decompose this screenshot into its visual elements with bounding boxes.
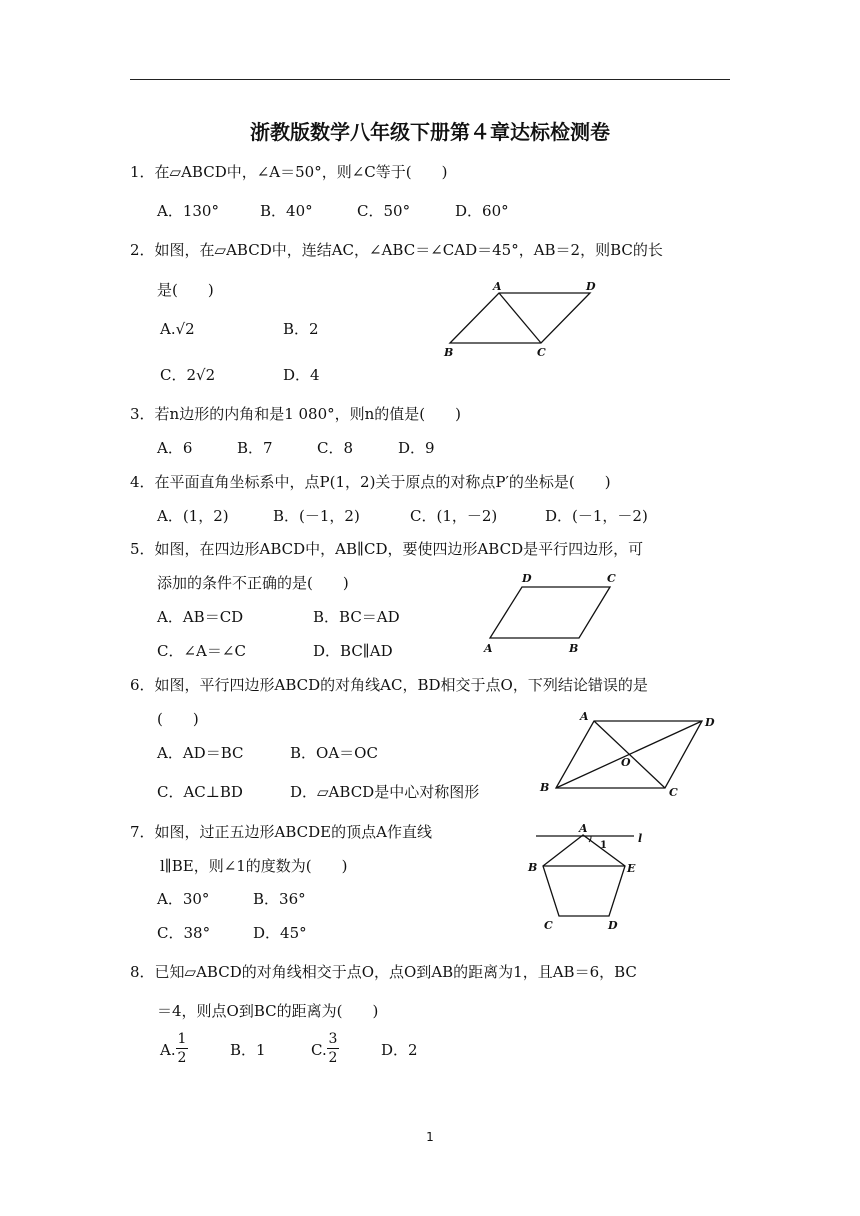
q6-label-d: D: [705, 716, 715, 729]
page-number: 1: [426, 1130, 434, 1144]
q8-option-a-denominator: 2: [177, 1050, 187, 1066]
header-rule: [130, 79, 730, 80]
q7-option-b: B．36°: [253, 890, 306, 908]
q8-option-c-fraction: [327, 1031, 339, 1066]
q7-stem: 7．如图，过正五边形ABCDE的顶点A作直线: [130, 823, 432, 841]
q3-option-b: B．7: [237, 439, 273, 457]
q8-option-c-numerator: 3: [328, 1031, 338, 1047]
q7-label-b: B: [528, 861, 538, 874]
q7-pentagon-figure: [520, 820, 660, 935]
q5-option-d: D．BC∥AD: [313, 642, 393, 660]
q8-stem: 8．已知▱ABCD的对角线相交于点O，点O到AB的距离为1，且AB＝6，BC: [130, 963, 637, 981]
q3-option-a: A．6: [157, 439, 193, 457]
q7-label-d: D: [608, 919, 618, 932]
q7-label-c: C: [544, 919, 553, 932]
q7-label-e: E: [627, 862, 636, 875]
q2-label-c: C: [537, 346, 546, 359]
q4-option-b: B．(－1，2): [273, 507, 360, 525]
q8-option-d: D．2: [381, 1041, 418, 1059]
q5-label-c: C: [607, 572, 616, 585]
q7-stem-continued: l∥BE，则∠1的度数为( ): [160, 857, 348, 875]
q2-label-b: B: [444, 346, 454, 359]
q4-stem: 4．在平面直角坐标系中，点P(1，2)关于原点的对称点P′的坐标是( ): [130, 473, 611, 491]
q5-stem-continued: 添加的条件不正确的是( ): [157, 574, 349, 592]
q1-option-a: A．130°: [157, 202, 219, 220]
q3-option-d: D．9: [398, 439, 435, 457]
q5-stem: 5．如图，在四边形ABCD中，AB∥CD，要使四边形ABCD是平行四边形，可: [130, 540, 644, 558]
q6-option-b: B．OA＝OC: [290, 744, 378, 762]
q2-option-c: C．2√2: [160, 366, 216, 384]
q3-option-c: C．8: [317, 439, 354, 457]
q2-option-d: D．4: [283, 366, 320, 384]
q4-option-d: D．(－1，－2): [545, 507, 648, 525]
q6-stem: 6．如图，平行四边形ABCD的对角线AC，BD相交于点O，下列结论错误的是: [130, 676, 648, 694]
q5-label-d: D: [522, 572, 532, 585]
page-title: 浙教版数学八年级下册第４章达标检测卷: [250, 120, 610, 144]
q2-option-b: B．2: [283, 320, 319, 338]
q8-option-a-numerator: 1: [177, 1031, 187, 1047]
q6-parallelogram-figure: [537, 708, 727, 803]
q6-option-a: A．AD＝BC: [157, 744, 244, 762]
q5-label-a: A: [484, 642, 493, 655]
q1-option-c: C．50°: [357, 202, 411, 220]
q7-option-a: A．30°: [157, 890, 210, 908]
q5-label-b: B: [569, 642, 579, 655]
q8-option-c-prefix: C.: [311, 1041, 327, 1059]
q6-stem-continued: ( ): [157, 710, 199, 728]
q2-stem-continued: 是( ): [157, 281, 214, 299]
q7-label-l: l: [638, 832, 643, 845]
q2-stem: 2．如图，在▱ABCD中，连结AC，∠ABC＝∠CAD＝45°，AB＝2，则BC的长: [130, 241, 663, 259]
q8-option-c-denominator: 2: [328, 1050, 338, 1066]
q3-stem: 3．若n边形的内角和是1 080°，则n的值是( ): [130, 405, 462, 423]
q7-option-c: C．38°: [157, 924, 211, 942]
q6-option-d: D．▱ABCD是中心对称图形: [290, 783, 480, 801]
q2-option-a: A.√2: [160, 320, 195, 338]
q8-stem-continued: ＝4，则点O到BC的距离为( ): [157, 1002, 379, 1020]
q7-option-d: D．45°: [253, 924, 307, 942]
q1-stem: 1．在▱ABCD中，∠A＝50°，则∠C等于( ): [130, 163, 448, 181]
q6-label-o: O: [621, 756, 631, 769]
q1-option-d: D．60°: [455, 202, 509, 220]
q2-label-a: A: [493, 280, 502, 293]
q6-label-b: B: [540, 781, 550, 794]
q7-label-a: A: [579, 822, 588, 835]
q2-parallelogram-figure: [440, 278, 610, 363]
q8-option-b: B．1: [230, 1041, 266, 1059]
q5-option-c: C．∠A＝∠C: [157, 642, 246, 660]
q8-option-a-prefix: A.: [160, 1041, 176, 1059]
q5-quadrilateral-figure: [480, 570, 630, 660]
q6-option-c: C．AC⊥BD: [157, 783, 243, 801]
q6-label-a: A: [580, 710, 589, 723]
q7-label-angle-1: 1: [600, 840, 607, 851]
q4-option-c: C．(1，－2): [410, 507, 498, 525]
q8-option-a-fraction: [176, 1031, 188, 1066]
q2-label-d: D: [586, 280, 596, 293]
q5-option-b: B．BC＝AD: [313, 608, 400, 626]
q5-option-a: A．AB＝CD: [157, 608, 244, 626]
q1-option-b: B．40°: [260, 202, 313, 220]
q6-label-c: C: [669, 786, 678, 799]
q4-option-a: A．(1，2): [157, 507, 229, 525]
